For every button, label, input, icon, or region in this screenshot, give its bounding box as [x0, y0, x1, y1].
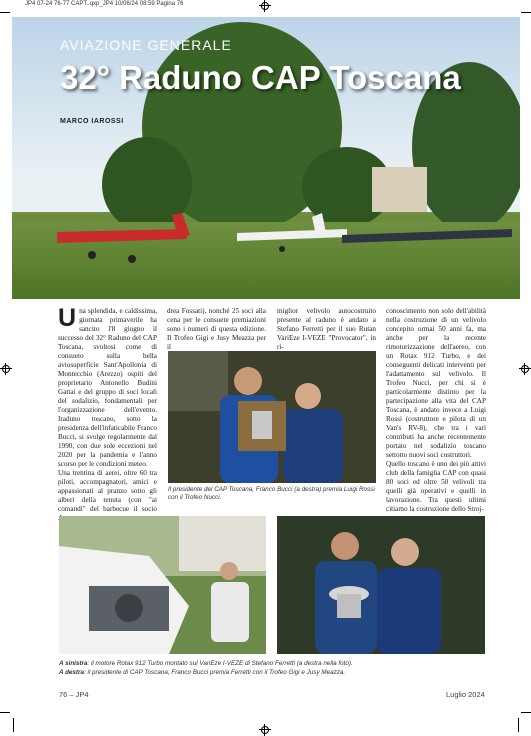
caption-text-left: : il motore Rotax 912 Turbo montato sul VariEze I-VEZE di Stefano Ferretti (a destra nella foto).: [87, 660, 353, 667]
photo-award-meazza: [277, 516, 485, 654]
photo-rotax-engine-scene: [59, 516, 266, 654]
body-paragraph: na splendida, e caldissima, giornata primaverile ha sancito l'8 giugno il successo del 32° Raduno del CAP Toscana, svoltosi come di consueto sulla bella aviosuperficie Sant'Apollonia di Montecchio (Arezzo) ospiti del proprietario Antonello Budini Gattai e del gruppo di soci locali del sodalizio, fondamentali per l'organizzazione dell'evento. Iraduno toscano, sotto la presidenza dell'infaticabile Franco Bucci, si svolge regolarmente dal 1990, con due sole eccezioni nel 2020 per la pandemia e l'anno scorso per le condizioni meteo.: [58, 307, 157, 468]
print-slug: JP4 07-24 76-77 CAPT..qxp_JP4 10/06/24 08:59 Pagina 76: [25, 1, 184, 7]
caption-middle: Il presidente del CAP Toscana, Franco Bucci (a destra) premia Luigi Rossi con il Trofeo Nucci.: [168, 486, 375, 501]
registration-mark-right: [519, 363, 531, 375]
section-label: AVIAZIONE GENERALE: [60, 37, 232, 53]
caption-bottom-right: [59, 669, 489, 677]
crop-mark: [521, 12, 531, 13]
photo-rotax-engine: [59, 516, 266, 654]
hero-photo: [12, 17, 520, 299]
caption-label-left: A sinistra: [59, 660, 88, 667]
crop-mark: [0, 712, 10, 713]
photo-award-nucci: [168, 351, 376, 483]
photo-award-nucci-scene: [168, 351, 376, 483]
photo-award-meazza-scene: [277, 516, 485, 654]
crop-mark: [521, 712, 531, 713]
author-byline: MARCO IAROSSI: [60, 118, 124, 125]
body-column-1: [58, 304, 157, 523]
crop-mark: [518, 718, 519, 732]
body-column-4: [386, 307, 486, 514]
article-title: 32° Raduno CAP Toscana: [60, 59, 461, 96]
drop-cap: U: [58, 304, 77, 332]
registration-mark-top: [259, 0, 271, 12]
body-paragraph: Una trentina di aerei, oltre 60 tra piloti, accompagnatori, amici e appassionati al pranzo sotto gli alberi della tenuta (con "ai comandi" del barbecue il socio: [58, 469, 157, 513]
registration-mark-left: [0, 363, 12, 375]
caption-text-right: : il presidente di CAP Toscana, Franco Bucci premia Ferretti con il Trofeo Gigi e Jusy Meazza.: [83, 669, 346, 676]
crop-mark: [0, 12, 10, 13]
page-number: 76 – JP4: [59, 690, 89, 699]
body-column-2: [167, 307, 266, 352]
registration-mark-bottom: [259, 724, 271, 736]
body-column-3: [277, 307, 376, 352]
body-paragraph: miglior velivolo autocostruito presente al raduno è andato a Stefano Ferretti per il suo Rutan VariEze I-VEZE "Provocator", in ri-: [277, 307, 376, 351]
body-paragraph: drea Fossati), nonché 25 soci alla cena per le consuete premiazioni sono i numeri di questa edizione. Il Trofeo Gigi e Jusy Meazza per il: [167, 307, 266, 351]
crop-mark: [13, 718, 14, 732]
caption-bottom-left: [59, 660, 489, 668]
body-paragraph: conoscimento non solo dell'abilità nella costruzione di un velivolo concepito ormai 50 anni fa, ma anche per la recente rimotorizzazione dell'aereo, con un Rotax 912 Turbo, e dei conseguenti delicati interventi per l'adattamento sul velivolo. Il Trofeo Nucci, per chi si è particolarmente distinto per la partecipazione alla vita del CAP Toscana, è andato invece a Luigi Rossi (costruttore e pilota di un Van's RV-8), che tra i vari contributi ha anche recentemente portato nel sodalizio toscano settotto nuovi soci costruttori.: [386, 307, 486, 459]
body-paragraph: Quello toscano è uno dei più attivi club della famiglia CAP con quasi 80 soci ed oltre 50 velivoli tra quelli già operativi e quelli in lavorazione. Tra questi ultimi citiamo la costruzione dello Stroj-: [386, 460, 486, 513]
caption-label-right: A destra: [59, 669, 84, 676]
issue-date: Luglio 2024: [446, 690, 485, 699]
